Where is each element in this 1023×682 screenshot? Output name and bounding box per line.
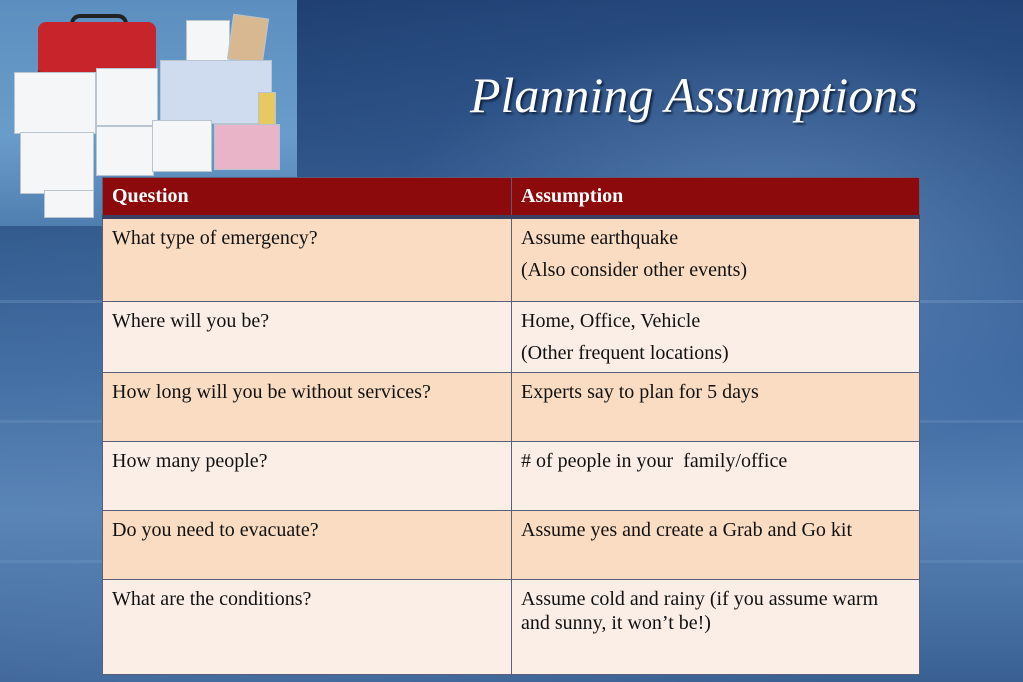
assumption-cell [512, 301, 920, 372]
assumption-cell [512, 579, 920, 674]
table-row [103, 301, 920, 372]
assumption-cell [512, 510, 920, 579]
assumption-cell [512, 372, 920, 441]
kit-item [96, 126, 154, 176]
question-cell: What are the conditions? [103, 579, 512, 674]
kit-item [152, 120, 212, 172]
kit-item [186, 20, 230, 62]
table-row [103, 441, 920, 510]
assumption-cell [512, 441, 920, 510]
question-cell: What type of emergency? [103, 217, 512, 301]
question-cell: How long will you be without services? [103, 372, 512, 441]
kit-item [214, 124, 280, 170]
assumptions-table [102, 177, 920, 675]
kit-item [14, 72, 96, 134]
column-header-question: Question [103, 178, 512, 218]
assumption-line: # of people in your family/office [521, 449, 788, 472]
assumption-cell [512, 217, 920, 301]
slide-title: Planning Assumptions [470, 67, 918, 123]
assumption-line: Assume earthquake [521, 227, 679, 249]
question-cell: How many people? [103, 441, 512, 510]
table-row [103, 217, 920, 301]
assumption-line: (Other frequent locations) [521, 341, 729, 364]
assumption-line: Assume yes and create a Grab and Go kit [521, 518, 852, 541]
assumption-line: (Also consider other events) [521, 259, 748, 281]
kit-item [160, 60, 272, 124]
table-row [103, 510, 920, 579]
question-cell: Do you need to evacuate? [103, 510, 512, 579]
table-header-row [103, 178, 920, 218]
kit-item [227, 14, 269, 65]
kit-item [20, 132, 94, 194]
column-header-assumption: Assumption [512, 178, 920, 218]
assumption-line: Experts say to plan for 5 days [521, 380, 759, 403]
kit-item [44, 190, 94, 218]
question-cell: Where will you be? [103, 301, 512, 372]
assumption-line: Assume cold and rainy (if you assume warm and sunny, it won’t be!) [521, 587, 879, 634]
kit-item [96, 68, 158, 126]
table-row [103, 579, 920, 674]
assumption-line: Home, Office, Vehicle [521, 309, 701, 332]
table-row [103, 372, 920, 441]
